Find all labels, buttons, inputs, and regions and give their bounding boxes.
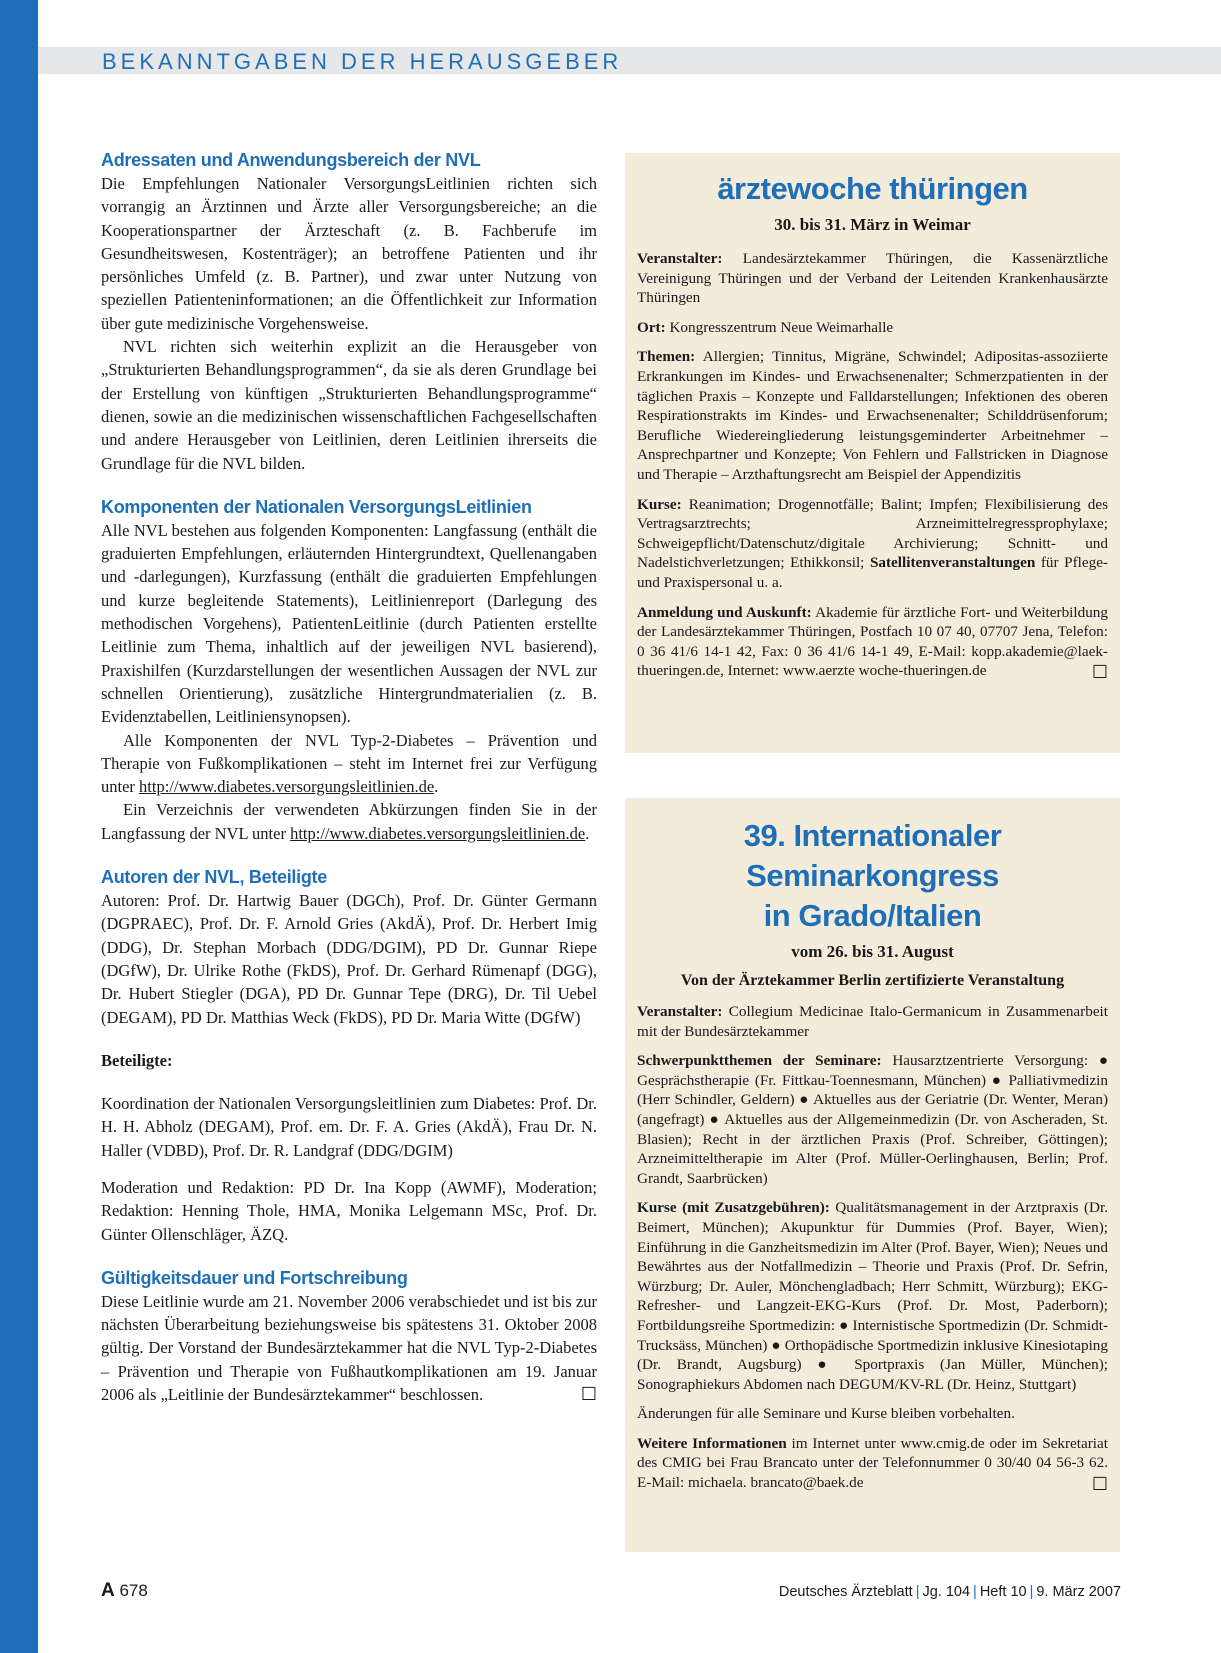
end-mark-icon: ☐ (1091, 662, 1108, 683)
event-title-grado: 39. Internationaler Seminarkongress in Grado/Italien (743, 818, 1002, 933)
heading-adressaten: Adressaten und Anwendungsbereich der NVL (101, 150, 481, 170)
event-schwerpunkte: Schwerpunktthemen der Seminare: Hausarztzentrierte Versorgung: ● Gesprächstherapie (Fr. Fittkau-Toennesmann, München) ● Palliativmedizin (Herr Schindler, Geldern) ● Aktuelles aus der Geriatrie (Dr. Wenter, Meran) (angefragt) ● Aktuelles aus der Allgemeinmedizin (Dr. von Ascheraden, St. Blasien); Recht in der ärztlichen Praxis (Prof. Schreiber, Göttingen); Arzneimitteltherapie im Alter (Prof. Müller-Oerlinghausen, Berlin; Prof. Grandt, Saarbrücken) (637, 1052, 1109, 1187)
event-kurse: Kurse (mit Zusatzgebühren): Qualitätsmanagement in der Arztpraxis (Dr. Beimert, München); Akupunktur für Dummies (Prof. Bayer, Wien); Einführung in die Ganzheitsmedizin im Alter (Prof. Bayer, Wien); Neues und Bewährtes aus der Notfallmedizin – Theorie und Praxis (Prof. Dr. Sefrin, Würzburg; Dr. Auler, Mönchengladbach; Herr Schmitt, Würzburg); EKG-Refresher- und Langzeit-EKG-Kurs (Prof. Dr. Most, Paderborn); Fortbildungsreihe Sportmedizin: ● Internistische Sportmedizin (Dr. Schmidt-Trucksäss, München) ● Orthopädische Sportmedizin inklusive Kinesiotaping (Dr. Brandt, Augsburg) ● Sportpraxis (Jan Müller, München); Sonographiekurs Abdomen nach DEGUM/KV-RL (Dr. Heinz, Stuttgart) (637, 1199, 1109, 1393)
event-aenderungen: Änderungen für alle Seminare und Kurse bleiben vorbehalten. (637, 1405, 1015, 1423)
link-langfassung[interactable]: http://www.diabetes.versorgungsleitlinien.de (290, 823, 586, 843)
paragraph-komponenten: Alle NVL bestehen aus folgenden Komponenten: Langfassung (enthält die graduierten Empfehlungen, erläuternden Hintergrundtext, Quellenangaben und -darlegungen), Kurzfassung (enthält die graduierten Empfehlungen und kurze begleitende Statements), Leitlinienreport (Darlegung des methodischen Vorgehens), PatientenLeitlinie (durch Patienten erstellte Leitlinie zum Thema, inhaltlich auf der jeweiligen NVL basierend), Praxishilfen (Kurzdarstellungen der wesentlichen Aussagen der NVL zur schnellen Orientierung), zusätzliche Hintergrundmaterialien (z. B. Evidenztabellen, Leitliniensynopsen). (101, 520, 597, 727)
event-veranstalter: Veranstalter: Landesärztekammer Thüringen, die Kassenärztliche Vereinigung Thüringen und der Verband der Leitenden Krankenhausärzte Thüringen (637, 250, 1108, 307)
paragraph-autoren: Autoren: Prof. Dr. Hartwig Bauer (DGCh), Prof. Dr. Günter Germann (DGPRAEC), Prof. Dr. F. Arnold Gries (AkdÄ), Prof. Dr. Herbert Imig (DDG), Dr. Stephan Morbach (DDG/DGIM), PD Dr. Gunnar Riepe (DGfW), Dr. Ulrike Rothe (FkDS), Prof. Dr. Gerhard Rümenapf (DGG), Dr. Hubert Stiegler (DGA), PD Dr. Gunnar Tepe (DRG), Dr. Til Uebel (DEGAM), PD Dr. Matthias Weck (FkDS), PD Dr. Maria Witte (DGfW) (101, 891, 597, 1027)
end-mark-icon: ☐ (1091, 1474, 1108, 1495)
paragraph-komponenten-internet: Alle Komponenten der NVL Typ-2-Diabetes – Prävention und Therapie von Fußkomplikationen – steht im Internet frei zur Verfügung unter http://www.diabetes.versorgungsleitlinien.de. (101, 730, 597, 797)
journal-citation: Deutsches Ärzteblatt | Jg. 104 | Heft 10 | 9. März 2007 (778, 1584, 1121, 1600)
left-column (101, 148, 597, 1406)
event-title-aerztewoche: ärztewoche thüringen (717, 171, 1028, 206)
event-ort: Ort: Kongresszentrum Neue Weimarhalle (637, 318, 894, 336)
event-anmeldung: Anmeldung und Auskunft: Akademie für ärztliche Fort- und Weiterbildung der Landesärztekammer Thüringen, Postfach 10 07 40, 07707 Jena, Telefon: 0 36 41/6 14-1 42, Fax: 0 36 41/6 14-1 49, E-Mail: kopp.akademie@laek-thueringen.de, Internet: www.aerzte woche-thueringen.de ☐ (637, 603, 1108, 683)
paragraph-gueltigkeit: Diese Leitlinie wurde am 21. November 2006 verabschiedet und ist bis zur nächsten Überarbeitung beziehungsweise bis spätestens 31. Oktober 2008 gültig. Der Vorstand der Bundesärztekammer hat die NVL Typ-2-Diabetes – Prävention und Therapie von Fußhautkomplikationen am 19. Januar 2006 als „Leitlinie der Bundesärztekammer“ beschlossen. ☐ (101, 1291, 597, 1405)
page-number: A 678 (101, 1580, 148, 1601)
paragraph-abkuerzungen: Ein Verzeichnis der verwendeten Abkürzungen finden Sie in der Langfassung der NVL unter http://www.diabetes.versorgungsleitlinien.de. (101, 800, 597, 843)
heading-komponenten: Komponenten der Nationalen VersorgungsLeitlinien (101, 496, 532, 517)
event-kurse: Kurse: Reanimation; Drogennotfälle; Balint; Impfen; Flexibilisierung des Vertragsarztrechts; Arzneimittelregressprophylaxe; Schweigepflicht/Datenschutz/digitale Archivierung; Schnitt- und Nadelstichverletzungen; Ethikkonsil; Satellitenveranstaltungen für Pflege- und Praxispersonal u. a. (637, 495, 1108, 591)
paragraph-koordination: Koordination der Nationalen Versorgungsleitlinien zum Diabetes: Prof. Dr. H. H. Abholz (DEGAM), Prof. em. Dr. F. A. Gries (AkdÄ), Frau Dr. N. Haller (VDBD), Prof. Dr. R. Landgraf (DDG/DGIM) (101, 1094, 597, 1160)
paragraph-nvl-herausgeber: NVL richten sich weiterhin explizit an die Herausgeber von „Strukturierten Behandlungsprogrammen“, da sie als deren Grundlage bei der Erstellung von künftigen „Strukturierten Behandlungsprogramme“ dienen, sowie an die medizinischen wissenschaftlichen Fachgesellschaften und andere Herausgeber von Leitlinien, deren Leitlinien ihrerseits die Grundlage für die NVL bilden. (101, 337, 597, 473)
event-box-aerztewoche (625, 153, 1120, 753)
event-date-grado: vom 26. bis 31. August (791, 942, 954, 961)
event-certification: Von der Ärztekammer Berlin zertifizierte Veranstaltung (680, 972, 1065, 989)
heading-autoren: Autoren der NVL, Beteiligte (101, 867, 327, 888)
paragraph-moderation: Moderation und Redaktion: PD Dr. Ina Kopp (AWMF), Moderation; Redaktion: Henning Thole, HMA, Monika Lelgemann MSc, Prof. Dr. Günter Ollenschläger, ÄZQ. (101, 1177, 597, 1244)
event-weitere-informationen: Weitere Informationen im Internet unter www.cmig.de oder im Sekretariat des CMIG bei Frau Brancato unter der Telefonnummer 0 30/40 04 56-3 62. E-Mail: michaela. brancato@baek.de ☐ (637, 1434, 1108, 1495)
event-themen: Themen: Allergien; Tinnitus, Migräne, Schwindel; Adipositas-assoziierte Erkrankungen im Kindes- und Erwachsenenalter; Schmerzpatienten in der täglichen Praxis – Konzepte und Falldarstellungen; Infektionen des oberen Respirationstrakts im Kindes- und Erwachsenenalter; Schilddrüsenforum; Berufliche Wiedereingliederung leistungsgeminderter Arbeitnehmer – Ansprechpartner und Konzepte; Von Fehlern und Fallstricken in Diagnose und Therapie – Arzthaftungsrecht am Beispiel der Appendizitis (637, 348, 1108, 483)
side-color-bar (0, 0, 38, 1653)
section-header: BEKANNTGABEN DER HERAUSGEBER (102, 49, 623, 74)
event-box-grado (625, 798, 1120, 1552)
end-mark-icon: ☐ (580, 1384, 597, 1405)
label-beteiligte: Beteiligte: (101, 1050, 173, 1070)
event-date-aerztewoche: 30. bis 31. März in Weimar (774, 215, 971, 234)
heading-gueltigkeit: Gültigkeitsdauer und Fortschreibung (101, 1267, 408, 1288)
paragraph-adressaten: Die Empfehlungen Nationaler VersorgungsLeitlinien richten sich vorrangig an Ärztinnen und Ärzte aller Versorgungsbereiche; an die Kooperationspartner der Ärzteschaft (z. B. Fachberufe im Gesundheitswesen, Kostenträger); an betroffene Patienten und ihr persönliches Umfeld (z. B. Partner), und zwar unter Nutzung von speziellen Patienteninformationen; an die Öffentlichkeit zur Information über gute medizinische Vorgehensweise. (101, 174, 597, 333)
event-veranstalter: Veranstalter: Collegium Medicinae Italo-Germanicum in Zusammenarbeit mit der Bundesärztekammer (637, 1003, 1108, 1040)
link-diabetes-versorgungsleitlinien[interactable]: http://www.diabetes.versorgungsleitlinien.de (139, 777, 435, 797)
